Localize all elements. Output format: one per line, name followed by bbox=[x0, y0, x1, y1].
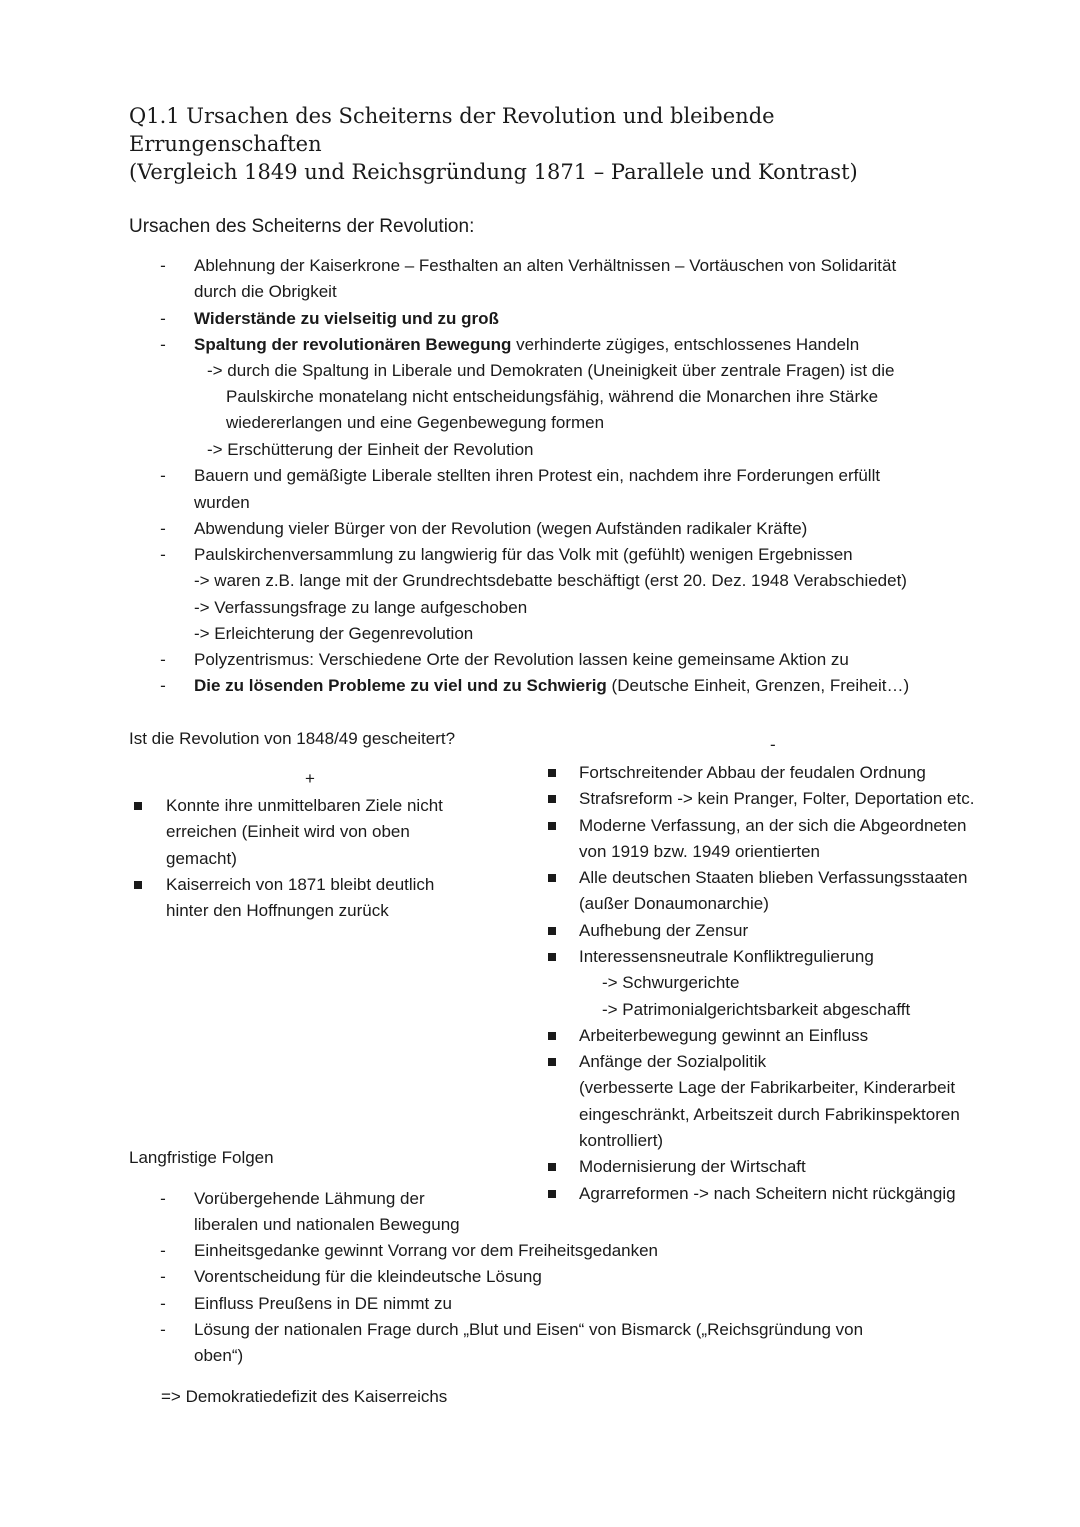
cause-item-4-line-1: Bauern und gemäßigte Liberale stellten ihren Protest ein, nachdem ihre Forderungen erfüllt bbox=[194, 466, 881, 485]
bullet-dash: - bbox=[160, 1320, 166, 1339]
bullet-dash: - bbox=[160, 1294, 166, 1313]
bullet-dash: - bbox=[160, 335, 166, 354]
square-bullet bbox=[548, 822, 556, 830]
minus-item-1: Fortschreitender Abbau der feudalen Ordnung bbox=[579, 763, 926, 782]
cause-item-3-bold: Spaltung der revolutionären Bewegung bbox=[194, 335, 512, 354]
consequences-heading: Langfristige Folgen bbox=[129, 1148, 274, 1167]
cause-item-6-sub-3: -> Erleichterung der Gegenrevolution bbox=[194, 624, 474, 643]
plus-item-1-line-1: Konnte ihre unmittelbaren Ziele nicht bbox=[166, 796, 443, 815]
minus-item-8-line-3: eingeschränkt, Arbeitszeit durch Fabrikinspektoren bbox=[579, 1105, 960, 1124]
square-bullet bbox=[134, 881, 142, 889]
square-bullet bbox=[548, 874, 556, 882]
minus-item-6-line-1: Interessensneutrale Konfliktregulierung bbox=[579, 947, 874, 966]
cause-item-3-rest: verhinderte zügiges, entschlossenes Handeln bbox=[511, 335, 860, 354]
causes-heading: Ursachen des Scheiterns der Revolution: bbox=[129, 216, 475, 237]
consequence-item-5-line-2: oben“) bbox=[194, 1346, 244, 1365]
minus-item-3-line-2: von 1919 bzw. 1949 orientierten bbox=[579, 842, 821, 861]
minus-item-6-sub-2: -> Patrimonialgerichtsbarkeit abgeschafft bbox=[602, 1000, 911, 1019]
cause-item-6: Paulskirchenversammlung zu langwierig für das Volk mit (gefühlt) wenigen Ergebnissen bbox=[194, 545, 853, 564]
bullet-dash: - bbox=[160, 1241, 166, 1260]
bullet-dash: - bbox=[160, 650, 166, 669]
square-bullet bbox=[548, 1058, 556, 1066]
square-bullet bbox=[548, 1163, 556, 1171]
cause-item-5: Abwendung vieler Bürger von der Revolution (wegen Aufständen radikaler Kräfte) bbox=[194, 519, 808, 538]
consequence-item-1-line-2: liberalen und nationalen Bewegung bbox=[194, 1215, 460, 1234]
conclusion: => Demokratiedefizit des Kaiserreichs bbox=[161, 1387, 448, 1406]
minus-item-4-line-2: (außer Donaumonarchie) bbox=[579, 894, 769, 913]
cause-item-3-sub-2: -> Erschütterung der Einheit der Revolution bbox=[207, 440, 534, 459]
question-heading: Ist die Revolution von 1848/49 gescheitert? bbox=[129, 729, 456, 748]
square-bullet bbox=[548, 795, 556, 803]
title-line-3: (Vergleich 1849 und Reichsgründung 1871 – Parallele und Kontrast) bbox=[129, 160, 858, 184]
minus-item-4-line-1: Alle deutschen Staaten blieben Verfassungsstaaten bbox=[579, 868, 968, 887]
cause-item-1-line-1: Ablehnung der Kaiserkrone – Festhalten an alten Verhältnissen – Vortäuschen von Solidarität bbox=[194, 256, 897, 275]
cause-item-8-bold: Die zu lösenden Probleme zu viel und zu Schwierig bbox=[194, 676, 607, 695]
cause-item-3 bbox=[194, 332, 859, 358]
cause-item-6-sub-2: -> Verfassungsfrage zu lange aufgeschoben bbox=[194, 598, 528, 617]
minus-item-8-line-4: kontrolliert) bbox=[579, 1131, 664, 1150]
square-bullet bbox=[134, 802, 142, 810]
consequence-item-4: Einfluss Preußens in DE nimmt zu bbox=[194, 1294, 452, 1313]
consequence-item-2: Einheitsgedanke gewinnt Vorrang vor dem Freiheitsgedanken bbox=[194, 1241, 659, 1260]
minus-item-10: Agrarreformen -> nach Scheitern nicht rückgängig bbox=[579, 1184, 956, 1203]
minus-item-9: Modernisierung der Wirtschaft bbox=[579, 1157, 806, 1176]
minus-item-2: Strafsreform -> kein Pranger, Folter, Deportation etc. bbox=[579, 789, 975, 808]
bullet-dash: - bbox=[160, 309, 166, 328]
bullet-dash: - bbox=[160, 256, 166, 275]
cause-item-3-sub-1-line-2: Paulskirche monatelang nicht entscheidungsfähig, während die Monarchen ihre Stärke bbox=[226, 387, 879, 406]
cause-item-2: Widerstände zu vielseitig und zu groß bbox=[194, 309, 499, 328]
bullet-dash: - bbox=[160, 676, 166, 695]
square-bullet bbox=[548, 953, 556, 961]
square-bullet bbox=[548, 769, 556, 777]
plus-item-1-line-2: erreichen (Einheit wird von oben bbox=[166, 822, 410, 841]
minus-item-7: Arbeiterbewegung gewinnt an Einfluss bbox=[579, 1026, 869, 1045]
square-bullet bbox=[548, 927, 556, 935]
bullet-dash: - bbox=[160, 519, 166, 538]
minus-item-3-line-1: Moderne Verfassung, an der sich die Abgeordneten bbox=[579, 816, 967, 835]
page-title bbox=[129, 102, 858, 186]
cause-item-3-sub-1-line-1: -> durch die Spaltung in Liberale und Demokraten (Uneinigkeit über zentrale Fragen) ist die bbox=[207, 361, 895, 380]
minus-item-8-line-2: (verbesserte Lage der Fabrikarbeiter, Kinderarbeit bbox=[579, 1078, 956, 1097]
minus-column-header: - bbox=[770, 735, 776, 754]
cause-item-3-sub-1-line-3: wiedererlangen und eine Gegenbewegung formen bbox=[226, 413, 605, 432]
plus-item-2-line-2: hinter den Hoffnungen zurück bbox=[166, 901, 389, 920]
cause-item-7: Polyzentrismus: Verschiedene Orte der Revolution lassen keine gemeinsame Aktion zu bbox=[194, 650, 849, 669]
bullet-dash: - bbox=[160, 545, 166, 564]
bullet-dash: - bbox=[160, 1267, 166, 1286]
plus-item-2-line-1: Kaiserreich von 1871 bleibt deutlich bbox=[166, 875, 435, 894]
consequence-item-3: Vorentscheidung für die kleindeutsche Lösung bbox=[194, 1267, 542, 1286]
cause-item-1-line-2: durch die Obrigkeit bbox=[194, 282, 337, 301]
square-bullet bbox=[548, 1032, 556, 1040]
cause-item-6-sub-1: -> waren z.B. lange mit der Grundrechtsdebatte beschäftigt (erst 20. Dez. 1948 Verabschiedet) bbox=[194, 571, 907, 590]
minus-item-5: Aufhebung der Zensur bbox=[579, 921, 749, 940]
plus-item-1-line-3: gemacht) bbox=[166, 849, 237, 868]
bullet-dash: - bbox=[160, 466, 166, 485]
plus-column-header: + bbox=[305, 769, 315, 788]
bullet-dash: - bbox=[160, 1189, 166, 1208]
title-line-2: Errungenschaften bbox=[129, 132, 322, 156]
title-line-1: Q1.1 Ursachen des Scheiterns der Revolution und bleibende bbox=[129, 104, 775, 128]
cause-item-8-rest: (Deutsche Einheit, Grenzen, Freiheit…) bbox=[606, 676, 910, 695]
consequence-item-5-line-1: Lösung der nationalen Frage durch „Blut und Eisen“ von Bismarck („Reichsgründung von bbox=[194, 1320, 864, 1339]
cause-item-8 bbox=[194, 673, 909, 699]
consequence-item-1-line-1: Vorübergehende Lähmung der bbox=[194, 1189, 425, 1208]
cause-item-4-line-2: wurden bbox=[194, 493, 250, 512]
minus-item-6-sub-1: -> Schwurgerichte bbox=[602, 973, 740, 992]
minus-item-8-line-1: Anfänge der Sozialpolitik bbox=[579, 1052, 767, 1071]
square-bullet bbox=[548, 1190, 556, 1198]
